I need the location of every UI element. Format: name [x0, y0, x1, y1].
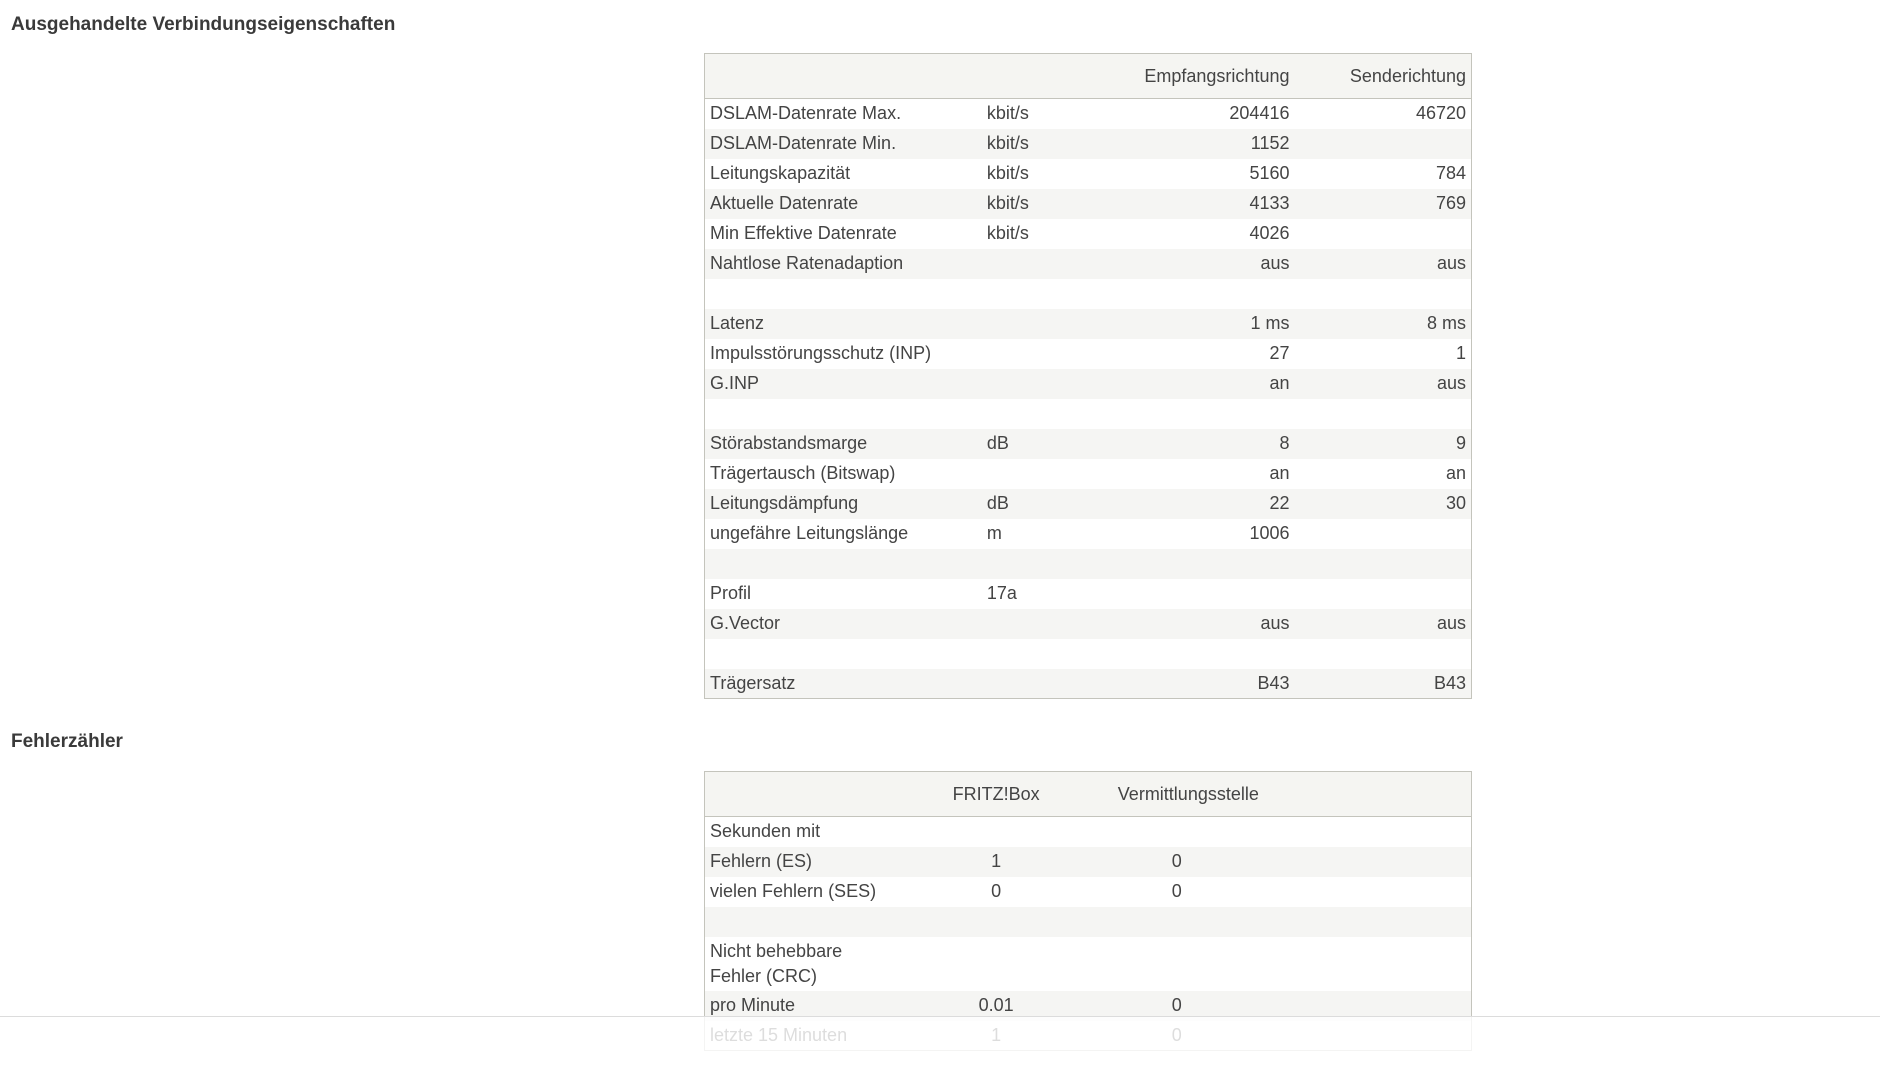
cell-receive: 27	[1269, 343, 1290, 363]
table-row	[705, 249, 1472, 279]
cell-receive: an	[1269, 463, 1290, 483]
cell-send: 30	[1445, 493, 1466, 513]
cell-receive: 4133	[1249, 193, 1290, 213]
cell-fritzbox	[900, 817, 1091, 847]
cell-fritzbox: 0	[991, 881, 1002, 901]
cell-unit: m	[986, 523, 1002, 543]
table-row	[705, 817, 1472, 847]
cell-unit	[982, 369, 1116, 399]
cell-exchange: 0	[1171, 851, 1182, 871]
cell-send: 9	[1455, 433, 1466, 453]
cell-receive: aus	[1260, 613, 1290, 633]
cell-label	[705, 549, 982, 579]
table-row	[705, 99, 1472, 129]
cell-label: ungefähre Leitungslänge	[710, 523, 909, 543]
table-row	[705, 279, 1472, 309]
table-row	[705, 219, 1472, 249]
cell-receive: 1 ms	[1250, 313, 1290, 333]
cell-fritzbox	[900, 907, 1091, 937]
cell-unit: dB	[986, 433, 1009, 453]
cell-label: Sekunden mit	[710, 821, 821, 842]
table-row	[705, 549, 1472, 579]
cell-unit	[982, 399, 1116, 429]
cell-unit: kbit/s	[986, 103, 1029, 124]
cell-unit: kbit/s	[986, 133, 1029, 153]
table-row	[705, 429, 1472, 459]
cell-receive	[1116, 639, 1295, 669]
cell-receive: 4026	[1249, 223, 1290, 243]
table-header-row	[705, 54, 1472, 99]
cell-receive: aus	[1260, 253, 1290, 273]
cell-fritzbox: 1	[991, 851, 1002, 871]
table-row	[705, 159, 1472, 189]
cell-label: Störabstandsmarge	[710, 433, 868, 453]
cell-send: aus	[1436, 373, 1466, 393]
table-row	[705, 669, 1472, 699]
header-send-direction: Senderichtung	[1294, 54, 1471, 99]
cell-label: Aktuelle Datenrate	[710, 193, 859, 213]
cell-label: Trägertausch (Bitswap)	[710, 463, 896, 483]
cell-receive: 22	[1269, 493, 1290, 513]
cell-unit	[982, 279, 1116, 309]
cell-unit: kbit/s	[986, 223, 1029, 243]
cell-receive	[1116, 549, 1295, 579]
table-row	[705, 639, 1472, 669]
cell-label: Min Effektive Datenrate	[710, 223, 897, 243]
table-row	[705, 459, 1472, 489]
cell-label: Profil	[710, 583, 752, 603]
table-row	[705, 579, 1472, 609]
table-row	[705, 129, 1472, 159]
table-row	[705, 877, 1472, 907]
header-label	[705, 772, 901, 817]
cell-send: an	[1445, 463, 1466, 483]
cell-send	[1294, 519, 1471, 549]
cell-label: Trägersatz	[710, 672, 796, 693]
cell-send: 784	[1435, 163, 1466, 183]
cell-label: G.Vector	[710, 613, 781, 633]
table-row	[705, 399, 1472, 429]
connection-properties-table	[704, 53, 1472, 699]
header-fritzbox: FRITZ!Box	[900, 772, 1091, 817]
cell-unit: kbit/s	[986, 163, 1029, 183]
cell-label: Impulsstörungsschutz (INP)	[710, 343, 932, 363]
cell-receive: an	[1269, 373, 1290, 393]
cell-fritzbox	[900, 937, 1091, 991]
connection-properties-title: Ausgehandelte Verbindungseigenschaften	[11, 14, 396, 35]
cell-unit	[982, 309, 1116, 339]
cell-receive: 8	[1279, 433, 1290, 453]
cell-label: pro Minute	[710, 995, 796, 1015]
cell-send: 1	[1455, 343, 1466, 363]
table-header-row	[705, 772, 1472, 817]
cell-exchange: 0	[1171, 881, 1182, 901]
cell-receive	[1116, 579, 1295, 609]
cell-exchange	[1092, 817, 1472, 847]
header-exchange: Vermittlungsstelle	[1092, 772, 1472, 817]
cell-label: DSLAM-Datenrate Max.	[710, 103, 902, 124]
cell-unit: dB	[986, 493, 1009, 513]
cell-label	[705, 399, 982, 429]
cell-exchange	[1092, 937, 1472, 991]
cell-receive	[1116, 279, 1295, 309]
header-receive-direction: Empfangsrichtung	[1116, 54, 1295, 99]
table-row	[705, 847, 1472, 877]
cell-send	[1294, 549, 1471, 579]
cell-unit	[982, 609, 1116, 639]
cell-label	[705, 907, 901, 937]
cell-unit	[982, 459, 1116, 489]
table-row	[705, 907, 1472, 937]
cell-exchange: 0	[1171, 995, 1182, 1015]
cell-exchange	[1092, 907, 1472, 937]
cell-send: aus	[1436, 613, 1466, 633]
cell-send: 46720	[1415, 103, 1466, 124]
header-unit	[982, 54, 1116, 99]
table-row	[705, 609, 1472, 639]
table-row	[705, 339, 1472, 369]
cell-unit: kbit/s	[986, 193, 1029, 213]
cell-send: 769	[1435, 193, 1466, 213]
cell-send: B43	[1433, 672, 1466, 693]
error-counter-table	[704, 771, 1472, 1051]
cell-send	[1294, 279, 1471, 309]
cell-unit	[982, 639, 1116, 669]
cell-send	[1294, 579, 1471, 609]
cell-receive	[1116, 399, 1295, 429]
cell-unit: 17a	[986, 583, 1017, 603]
cell-label	[705, 639, 982, 669]
error-counter-title: Fehlerzähler	[11, 731, 123, 752]
cell-send	[1294, 219, 1471, 249]
cell-receive: B43	[1257, 672, 1290, 693]
cell-send: aus	[1436, 253, 1466, 273]
cell-label: Nicht behebbare Fehler (CRC)	[710, 940, 843, 986]
table-row	[705, 937, 1472, 991]
table-row	[705, 489, 1472, 519]
cell-label: Leitungskapazität	[710, 163, 851, 183]
cell-receive: 1006	[1249, 523, 1290, 543]
cell-receive: 5160	[1249, 163, 1290, 183]
cell-label: vielen Fehlern (SES)	[710, 881, 877, 901]
cell-fritzbox: 0.01	[978, 995, 1014, 1015]
cell-label: Leitungsdämpfung	[710, 493, 859, 513]
cell-label: DSLAM-Datenrate Min.	[710, 133, 897, 153]
cell-unit	[982, 249, 1116, 279]
cell-send	[1294, 639, 1471, 669]
cell-label	[705, 279, 982, 309]
cell-send	[1294, 129, 1471, 159]
cell-send	[1294, 399, 1471, 429]
cell-label: Fehlern (ES)	[710, 851, 813, 871]
cell-receive: 1152	[1250, 133, 1290, 153]
table-row	[705, 309, 1472, 339]
cell-send: 8 ms	[1426, 313, 1466, 333]
header-label	[705, 54, 982, 99]
cell-label: G.INP	[710, 373, 760, 393]
cell-unit	[982, 669, 1116, 699]
table-row	[705, 519, 1472, 549]
bottom-overlay-bar	[0, 1016, 1880, 1076]
cell-unit	[982, 339, 1116, 369]
cell-receive: 204416	[1229, 103, 1290, 124]
cell-label: Nahtlose Ratenadaption	[710, 253, 904, 273]
cell-unit	[982, 549, 1116, 579]
table-row	[705, 189, 1472, 219]
cell-label: Latenz	[710, 313, 765, 333]
table-row	[705, 369, 1472, 399]
